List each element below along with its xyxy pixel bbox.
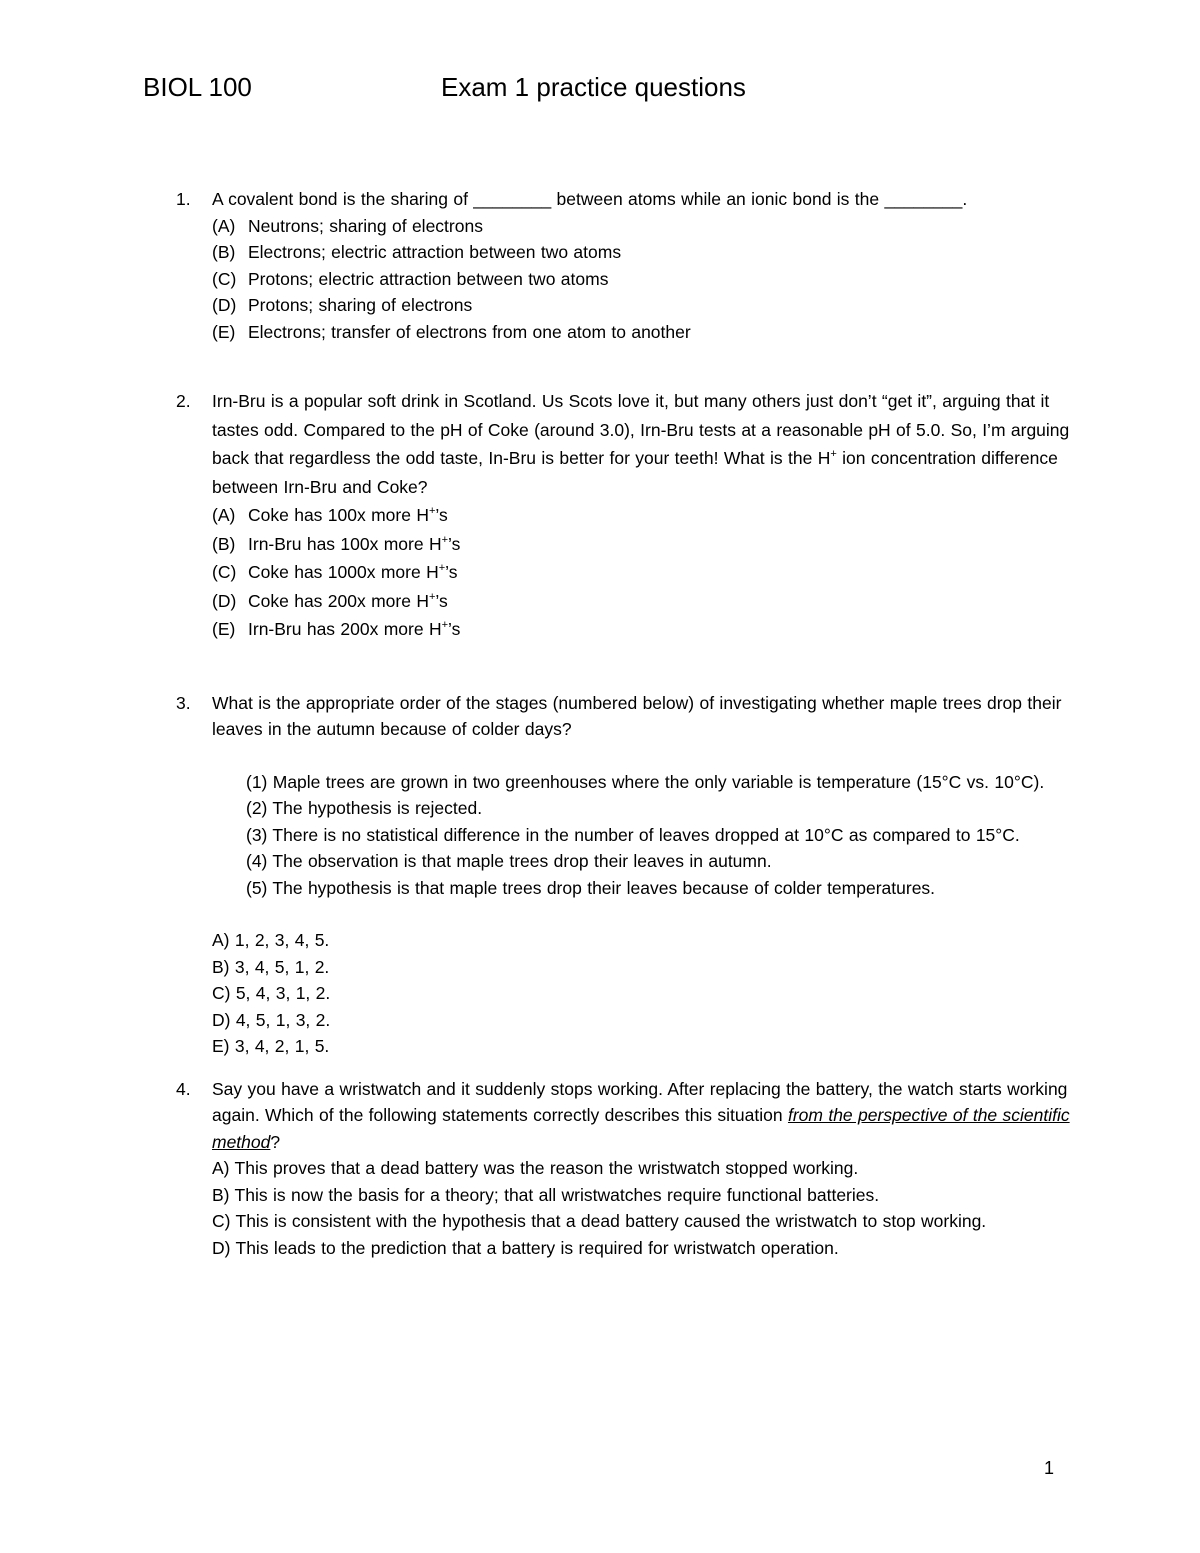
option: D) This leads to the prediction that a battery is required for wristwatch operation. [212, 1237, 839, 1258]
statement: (4) The observation is that maple trees drop their leaves in autumn. [246, 851, 772, 871]
question-number: 3. [176, 692, 191, 713]
option-label: (D) [212, 295, 237, 315]
option-text: Electrons; transfer of electrons from one atom to another [248, 321, 691, 342]
option [212, 530, 1076, 559]
option [212, 615, 1076, 644]
option-list [212, 927, 1076, 1060]
option: B) 3, 4, 5, 1, 2. [212, 956, 330, 977]
option-label: (E) [212, 619, 236, 639]
question-4 [176, 1076, 1076, 1262]
option: A) This proves that a dead battery was the reason the wristwatch stopped working. [212, 1158, 859, 1178]
option-label: (C) [212, 268, 237, 289]
option: E) 3, 4, 2, 1, 5. [212, 1036, 330, 1056]
option [212, 501, 1076, 530]
page-header [0, 72, 1200, 104]
superscript: + [830, 448, 837, 460]
option: C) 5, 4, 3, 1, 2. [212, 983, 331, 1003]
statement: (1) Maple trees are grown in two greenhouses where the only variable is temperature (15°C vs. 10°C). [246, 771, 1045, 792]
option-text: Coke has 1000x more H+’s [248, 562, 458, 582]
question-1 [176, 186, 1076, 345]
statement: (5) The hypothesis is that maple trees drop their leaves because of colder temperatures. [246, 877, 936, 898]
option [212, 319, 1076, 346]
option-label: (D) [212, 590, 237, 611]
question-text: What is the appropriate order of the stages (numbered below) of investigating whether maple trees drop their leaves in the autumn because of colder days? [212, 692, 1062, 739]
question-number: 1. [176, 189, 191, 209]
option-text: Irn-Bru has 200x more H+’s [248, 619, 461, 639]
option-label: (B) [212, 533, 236, 554]
option-text: Coke has 200x more H+’s [248, 590, 448, 611]
option [212, 213, 1076, 240]
option-label: (A) [212, 215, 236, 236]
option [212, 239, 1076, 266]
option: A) 1, 2, 3, 4, 5. [212, 930, 330, 950]
question-text: Say you have a wristwatch and it suddenly stops working. After replacing the battery, the watch starts working again. Which of the following statements correctly describes this situation from the perspective of the scientific method? [212, 1078, 1070, 1152]
option: D) 4, 5, 1, 3, 2. [212, 1009, 331, 1030]
option [212, 587, 1076, 616]
question-list [176, 186, 1076, 1261]
statement: (3) There is no statistical difference in the number of leaves dropped at 10°C as compared to 15°C. [246, 824, 1020, 845]
statement: (2) The hypothesis is rejected. [246, 798, 483, 818]
page-title: Exam 1 practice questions [441, 72, 746, 102]
option-text: Coke has 100x more H+’s [248, 505, 448, 525]
option-text: Protons; electric attraction between two atoms [248, 268, 609, 289]
option-label: (C) [212, 562, 237, 582]
option [212, 266, 1076, 293]
option-text: Protons; sharing of electrons [248, 295, 473, 315]
option-label: (B) [212, 242, 236, 262]
question-3 [176, 690, 1076, 1060]
emphasis-text: from the perspective of the scientific method [212, 1105, 1070, 1152]
option: C) This is consistent with the hypothesis that a dead battery caused the wristwatch to stop working. [212, 1211, 987, 1231]
option [212, 558, 1076, 587]
option-text: Irn-Bru has 100x more H+’s [248, 533, 461, 554]
option-text: Neutrons; sharing of electrons [248, 215, 483, 236]
question-2 [176, 387, 1076, 644]
question-number: 4. [176, 1078, 191, 1099]
page-number: 1 [1044, 1458, 1055, 1478]
statement-list [212, 769, 1076, 902]
option: B) This is now the basis for a theory; that all wristwatches require functional batteries. [212, 1184, 880, 1205]
question-text: Irn-Bru is a popular soft drink in Scotland. Us Scots love it, but many others just don’t “get it”, arguing that it tastes odd. Compared to the pH of Coke (around 3.0), Irn-Bru tests at a reasonable pH of 5.0. So, I’m arguing back that regardless the odd taste, In-Bru is better for your teeth! What is the H+ ion concentration difference between Irn-Bru and Coke? [212, 391, 1070, 497]
option-label: (A) [212, 505, 236, 525]
option-label: (E) [212, 321, 236, 342]
course-code: BIOL 100 [143, 72, 252, 102]
question-number: 2. [176, 391, 191, 411]
option [212, 292, 1076, 319]
option-text: Electrons; electric attraction between two atoms [248, 242, 622, 262]
question-text: A covalent bond is the sharing of ________ between atoms while an ionic bond is the ________. [212, 189, 968, 209]
